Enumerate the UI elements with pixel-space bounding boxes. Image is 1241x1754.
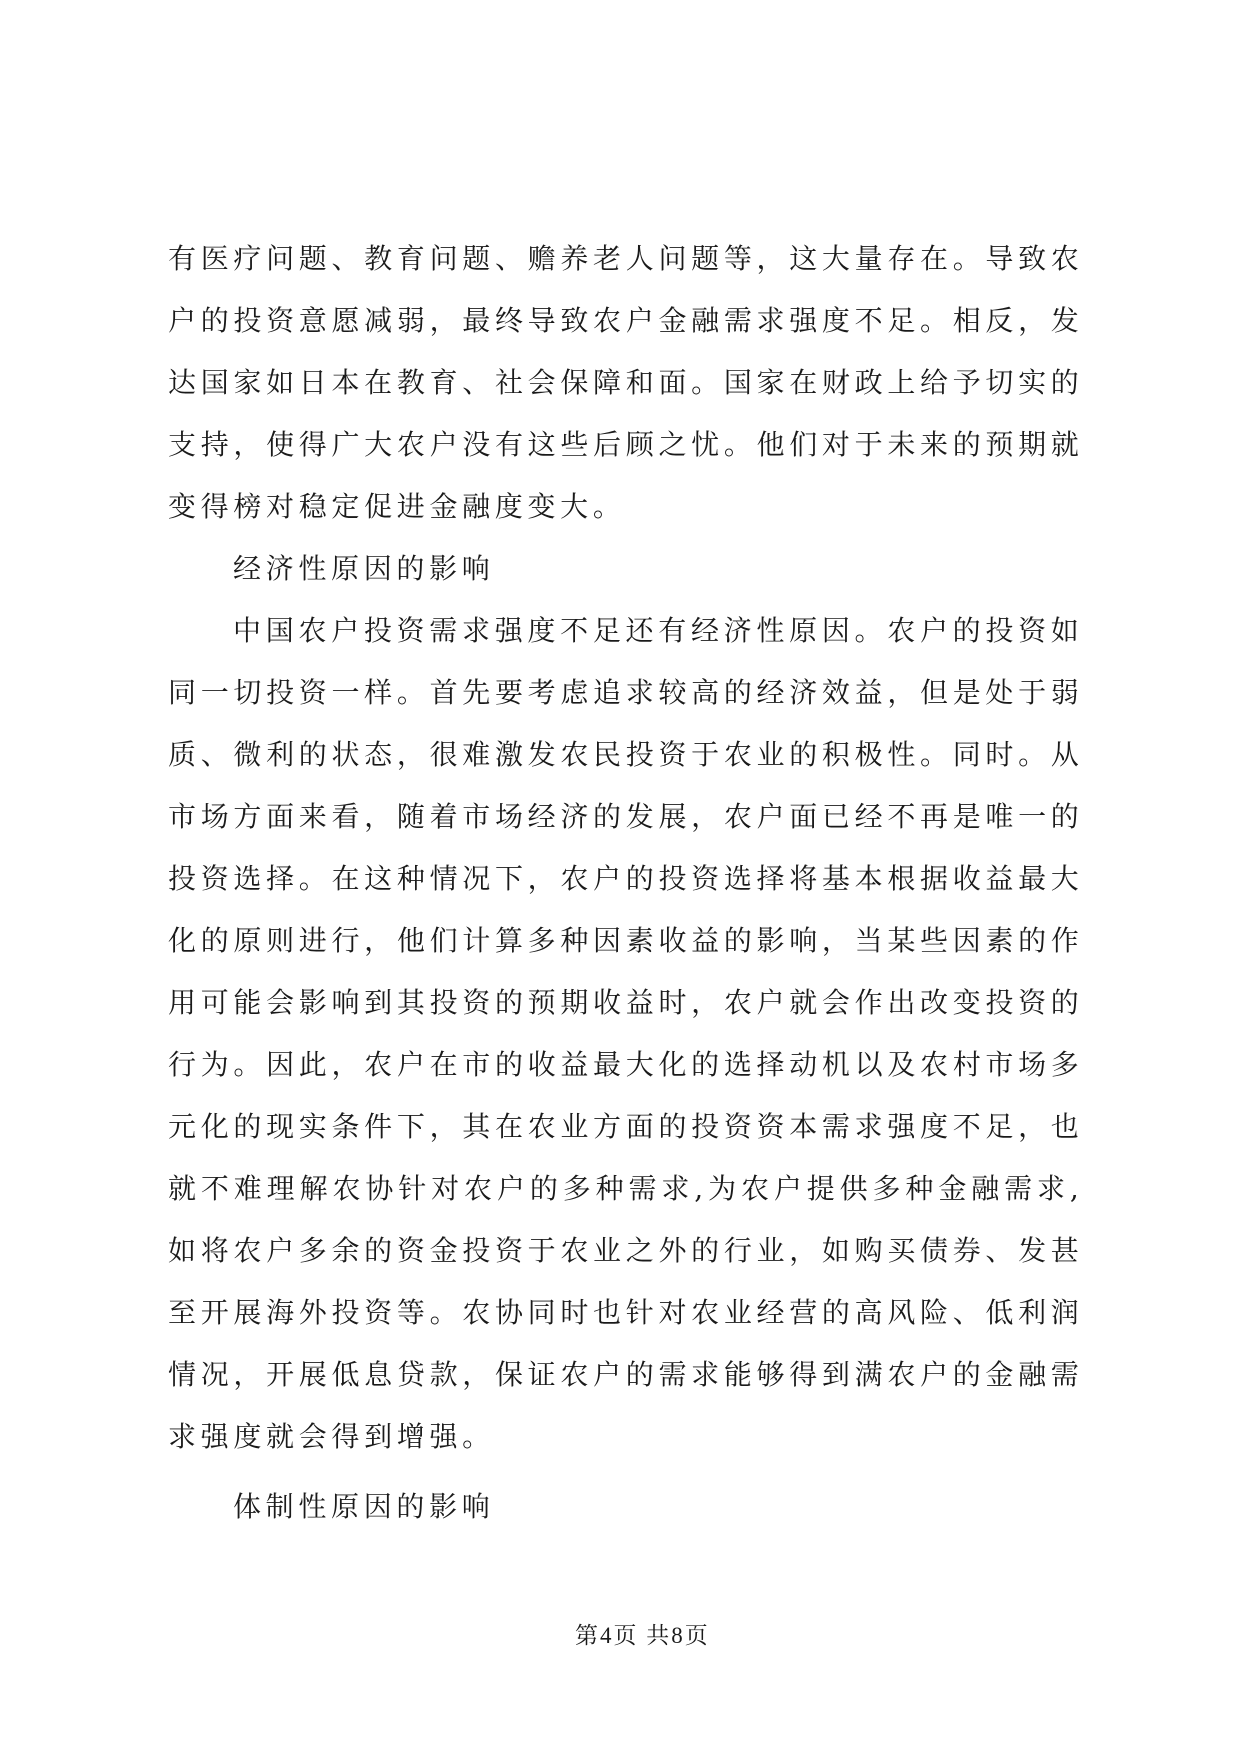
paragraph-line: 元化的现实条件下，其在农业方面的投资资本需求强度不足，也 xyxy=(168,1110,1083,1143)
paragraph-line: 就不难理解农协针对农户的多种需求,为农户提供多种金融需求, xyxy=(168,1172,1083,1205)
section-heading: 经济性原因的影响 xyxy=(233,552,495,585)
paragraph-line: 情况，开展低息贷款，保证农户的需求能够得到满农户的金融需 xyxy=(168,1358,1083,1391)
paragraph-line: 中国农户投资需求强度不足还有经济性原因。农户的投资如 xyxy=(233,614,1083,647)
paragraph-line: 行为。因此，农户在市的收益最大化的选择动机以及农村市场多 xyxy=(168,1048,1083,1081)
paragraph-line: 如将农户多余的资金投资于农业之外的行业，如购买债券、发甚 xyxy=(168,1234,1083,1267)
paragraph xyxy=(168,600,1083,1468)
paragraph-line: 支持，使得广大农户没有这些后顾之忧。他们对于未来的预期就 xyxy=(168,428,1083,461)
paragraph-line: 投资选择。在这种情况下，农户的投资选择将基本根据收益最大 xyxy=(168,862,1083,895)
paragraph-line: 用可能会影响到其投资的预期收益时，农户就会作出改变投资的 xyxy=(168,986,1083,1019)
paragraph-line: 变得榜对稳定促进金融度变大。 xyxy=(168,490,626,523)
paragraph-line: 户的投资意愿减弱，最终导致农户金融需求强度不足。相反，发 xyxy=(168,304,1083,337)
page-number: 第4页 共8页 xyxy=(575,1623,710,1648)
paragraph-line: 化的原则进行，他们计算多种因素收益的影响，当某些因素的作 xyxy=(168,924,1083,957)
document-body xyxy=(168,228,1083,1538)
paragraph-line: 达国家如日本在教育、社会保障和面。国家在财政上给予切实的 xyxy=(168,366,1083,399)
paragraph-line: 质、微利的状态，很难激发农民投资于农业的积极性。同时。从 xyxy=(168,738,1083,771)
paragraph-line: 至开展海外投资等。农协同时也针对农业经营的高风险、低利润 xyxy=(168,1296,1083,1329)
page-footer xyxy=(575,1620,710,1652)
section-heading: 体制性原因的影响 xyxy=(233,1490,495,1523)
paragraph xyxy=(168,228,1083,538)
paragraph-line: 有医疗问题、教育问题、赡养老人问题等，这大量存在。导致农 xyxy=(168,242,1083,275)
paragraph-line: 同一切投资一样。首先要考虑追求较高的经济效益，但是处于弱 xyxy=(168,676,1083,709)
paragraph-line: 求强度就会得到增强。 xyxy=(168,1420,495,1453)
paragraph-line: 市场方面来看，随着市场经济的发展，农户面已经不再是唯一的 xyxy=(168,800,1083,833)
